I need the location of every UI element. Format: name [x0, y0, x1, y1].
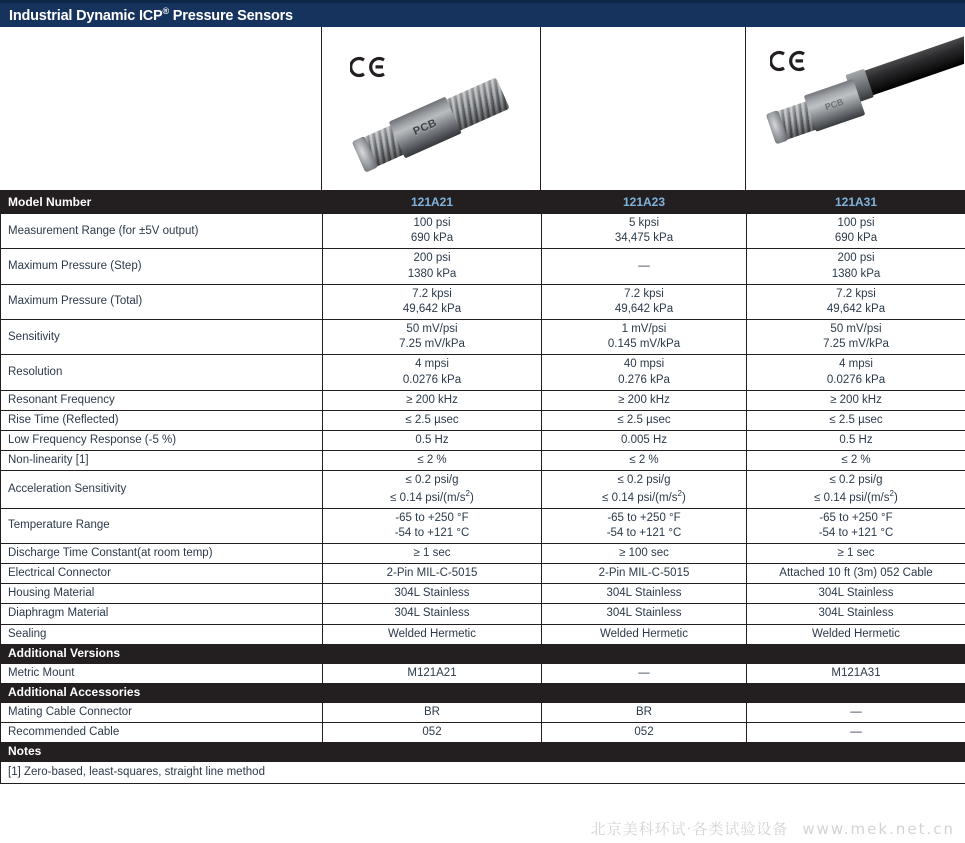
spec-label: Acceleration Sensitivity [1, 471, 323, 508]
spec-value-121A21: -65 to +250 °F -54 to +121 °C [323, 508, 542, 543]
watermark [0, 818, 965, 839]
section-additional-versions [1, 644, 965, 663]
spec-value-121A31: — [747, 723, 965, 743]
page-title-suffix: Pressure Sensors [168, 7, 293, 24]
table-row [1, 214, 965, 249]
spec-label: Maximum Pressure (Step) [1, 249, 323, 284]
spec-value-121A23: ≤ 2.5 µsec [542, 410, 747, 430]
table-row-accessory [1, 702, 965, 722]
spec-value-121A31: 200 psi 1380 kPa [747, 249, 965, 284]
spec-value-121A21: 7.2 kpsi 49,642 kPa [323, 284, 542, 319]
spec-value-121A31: ≤ 0.2 psi/g ≤ 0.14 psi/$(m/s^2)$ [747, 471, 965, 508]
table-row [1, 451, 965, 471]
spec-value-121A23: ≥ 200 kHz [542, 390, 747, 410]
product-image-121A23 [541, 27, 746, 190]
table-row [1, 543, 965, 563]
note-text: [1] Zero-based, least-squares, straight line method [1, 762, 965, 784]
spec-value-121A31: 100 psi 690 kPa [747, 214, 965, 249]
watermark-url: www.mek.net.cn [802, 820, 955, 838]
spec-label: Sensitivity [1, 320, 323, 355]
table-row [1, 410, 965, 430]
section-notes [1, 743, 965, 762]
table-row [1, 471, 965, 508]
ce-mark-icon [770, 49, 814, 73]
spec-value-121A31: -65 to +250 °F -54 to +121 °C [747, 508, 965, 543]
spec-value-121A31: Attached 10 ft (3m) 052 Cable [747, 564, 965, 584]
table-row [1, 624, 965, 644]
model-number-header: Model Number [1, 193, 323, 214]
table-header-row [1, 193, 965, 214]
spec-label: Resolution [1, 355, 323, 390]
spec-label: Diaphragm Material [1, 604, 323, 624]
spec-value-121A31: ≤ 2 % [747, 451, 965, 471]
spec-value-121A21: BR [323, 702, 542, 722]
spec-value-121A23: 2-Pin MIL-C-5015 [542, 564, 747, 584]
spec-value-121A31: ≤ 2.5 µsec [747, 410, 965, 430]
spec-label: Discharge Time Constant(at room temp) [1, 543, 323, 563]
spec-value-121A23: BR [542, 702, 747, 722]
table-row [1, 284, 965, 319]
table-row [1, 390, 965, 410]
model-header-121A23[interactable]: 121A23 [542, 193, 747, 214]
spec-value-121A31: ≥ 200 kHz [747, 390, 965, 410]
table-row [1, 320, 965, 355]
table-row [1, 355, 965, 390]
model-header-121A31[interactable]: 121A31 [747, 193, 965, 214]
product-image-121A21 [322, 27, 541, 190]
spec-value-121A21: M121A21 [323, 663, 542, 683]
spec-value-121A21: 50 mV/psi 7.25 mV/kPa [323, 320, 542, 355]
spec-label: Sealing [1, 624, 323, 644]
spec-value-121A31: 50 mV/psi 7.25 mV/kPa [747, 320, 965, 355]
spec-label: Electrical Connector [1, 564, 323, 584]
table-row [1, 249, 965, 284]
spec-label: Rise Time (Reflected) [1, 410, 323, 430]
table-row-accessory [1, 723, 965, 743]
spec-label: Non-linearity [1] [1, 451, 323, 471]
spec-label: Temperature Range [1, 508, 323, 543]
table-row [1, 604, 965, 624]
spec-label: Metric Mount [1, 663, 323, 683]
spec-value-121A23: 0.005 Hz [542, 431, 747, 451]
registered-mark: ® [162, 6, 169, 17]
spec-value-121A21: 0.5 Hz [323, 431, 542, 451]
spec-value-121A31: Welded Hermetic [747, 624, 965, 644]
table-row [1, 431, 965, 451]
spec-value-121A21: Welded Hermetic [323, 624, 542, 644]
spec-value-121A21: ≤ 2 % [323, 451, 542, 471]
spec-value-121A21: 2-Pin MIL-C-5015 [323, 564, 542, 584]
spec-value-121A23: 1 mV/psi 0.145 mV/kPa [542, 320, 747, 355]
spec-label: Measurement Range (for ±5V output) [1, 214, 323, 249]
page-title [9, 6, 293, 24]
spec-value-121A31: 4 mpsi 0.0276 kPa [747, 355, 965, 390]
spec-value-121A23: — [542, 249, 747, 284]
spec-value-121A31: M121A31 [747, 663, 965, 683]
page-title-bar [0, 0, 965, 27]
spec-label: Low Frequency Response (-5 %) [1, 431, 323, 451]
model-header-121A21[interactable]: 121A21 [323, 193, 542, 214]
spec-value-121A31: 304L Stainless [747, 604, 965, 624]
spec-value-121A23: Welded Hermetic [542, 624, 747, 644]
section-title: Additional Versions [1, 644, 965, 663]
spec-value-121A21: ≤ 0.2 psi/g ≤ 0.14 psi/$(m/s^2)$ [323, 471, 542, 508]
table-row [1, 584, 965, 604]
spec-value-121A21: 4 mpsi 0.0276 kPa [323, 355, 542, 390]
spec-value-121A21: ≥ 1 sec [323, 543, 542, 563]
specification-table [0, 192, 965, 784]
image-cell-empty [0, 27, 322, 190]
page-title-text: Industrial Dynamic ICP [9, 7, 163, 24]
spec-value-121A23: 40 mpsi 0.276 kPa [542, 355, 747, 390]
table-row [1, 508, 965, 543]
spec-value-121A31: 0.5 Hz [747, 431, 965, 451]
spec-value-121A23: 304L Stainless [542, 604, 747, 624]
spec-label: Recommended Cable [1, 723, 323, 743]
spec-value-121A31: 304L Stainless [747, 584, 965, 604]
spec-value-121A23: -65 to +250 °F -54 to +121 °C [542, 508, 747, 543]
spec-value-121A23: 5 kpsi 34,475 kPa [542, 214, 747, 249]
spec-label: Housing Material [1, 584, 323, 604]
spec-value-121A23: ≤ 2 % [542, 451, 747, 471]
spec-value-121A31: 7.2 kpsi 49,642 kPa [747, 284, 965, 319]
spec-value-121A23: 304L Stainless [542, 584, 747, 604]
spec-value-121A23: — [542, 663, 747, 683]
spec-label: Maximum Pressure (Total) [1, 284, 323, 319]
product-image-band [0, 27, 965, 192]
spec-value-121A23: 7.2 kpsi 49,642 kPa [542, 284, 747, 319]
spec-value-121A21: 052 [323, 723, 542, 743]
watermark-text: 北京美科环试·各类试验设备 [590, 820, 789, 838]
spec-label: Resonant Frequency [1, 390, 323, 410]
spec-value-121A23: ≤ 0.2 psi/g ≤ 0.14 psi/$(m/s^2)$ [542, 471, 747, 508]
specification-table-body [1, 193, 965, 784]
notes-row [1, 762, 965, 784]
spec-value-121A21: 100 psi 690 kPa [323, 214, 542, 249]
ce-mark-icon [350, 55, 394, 79]
spec-value-121A23: ≥ 100 sec [542, 543, 747, 563]
section-additional-accessories [1, 683, 965, 702]
spec-value-121A31: — [747, 702, 965, 722]
spec-value-121A31: ≥ 1 sec [747, 543, 965, 563]
table-row-version [1, 663, 965, 683]
section-title: Additional Accessories [1, 683, 965, 702]
spec-value-121A21: 200 psi 1380 kPa [323, 249, 542, 284]
spec-label: Mating Cable Connector [1, 702, 323, 722]
sensor-cable [857, 34, 964, 98]
spec-value-121A21: 304L Stainless [323, 584, 542, 604]
product-image-121A31 [746, 27, 964, 190]
spec-value-121A23: 052 [542, 723, 747, 743]
section-title: Notes [1, 743, 965, 762]
table-row [1, 564, 965, 584]
spec-value-121A21: 304L Stainless [323, 604, 542, 624]
spec-value-121A21: ≥ 200 kHz [323, 390, 542, 410]
spec-value-121A21: ≤ 2.5 µsec [323, 410, 542, 430]
